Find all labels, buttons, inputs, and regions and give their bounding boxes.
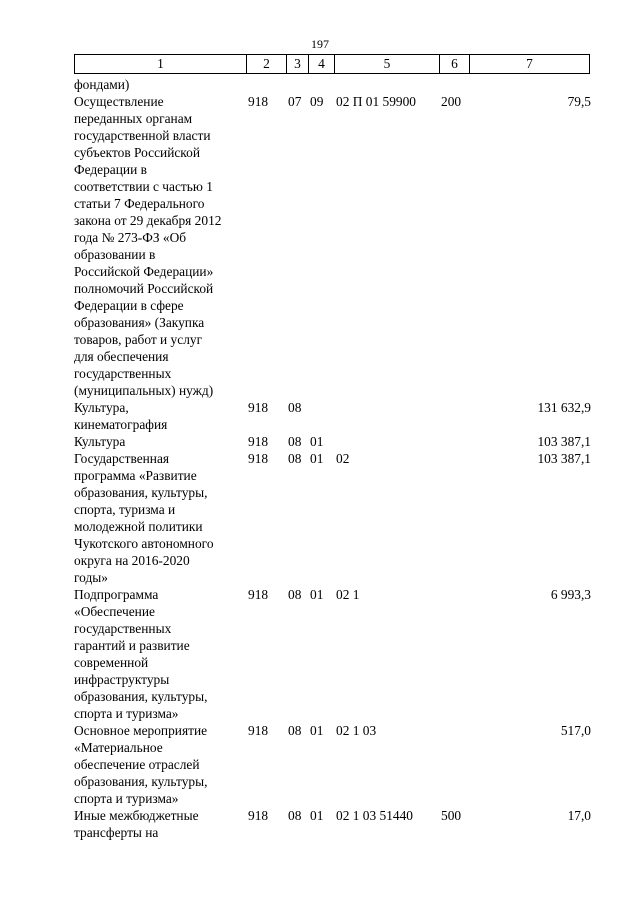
table-row — [74, 433, 591, 450]
header-col-6: 6 — [440, 55, 470, 74]
row-code-2: 918 — [248, 434, 269, 449]
row-code-5: 02 1 03 51440 — [336, 808, 413, 823]
row-name: фондами) — [74, 77, 130, 92]
row-code-5: 02 1 — [336, 587, 360, 602]
row-code-5 — [336, 433, 441, 450]
row-code-3: 08 — [288, 808, 302, 823]
row-code-4: 09 — [310, 94, 324, 109]
table-row — [74, 399, 591, 433]
table-header — [74, 54, 590, 74]
header-col-7: 7 — [470, 55, 590, 74]
row-code-2: 918 — [248, 808, 269, 823]
row-name: Культура — [74, 434, 126, 449]
row-amount: 103 387,1 — [537, 451, 591, 466]
row-code-4 — [310, 399, 336, 433]
row-code-4: 01 — [310, 808, 324, 823]
row-code-6: 500 — [441, 808, 462, 823]
header-col-1: 1 — [75, 55, 247, 74]
row-amount: 17,0 — [567, 808, 591, 823]
row-code-3: 07 — [288, 94, 302, 109]
row-code-6 — [441, 450, 471, 586]
header-col-3: 3 — [287, 55, 309, 74]
row-code-2: 918 — [248, 587, 269, 602]
row-code-3: 08 — [288, 400, 302, 415]
row-code-6 — [441, 586, 471, 722]
table-row — [74, 76, 591, 93]
row-code-3: 08 — [288, 587, 302, 602]
row-code-4: 01 — [310, 434, 324, 449]
table-row — [74, 722, 591, 807]
row-amount: 517,0 — [560, 723, 591, 738]
row-code-6 — [441, 433, 471, 450]
row-code-6 — [441, 76, 471, 93]
row-code-5: 02 1 03 — [336, 723, 377, 738]
row-code-5: 02 — [336, 451, 350, 466]
row-code-3: 08 — [288, 451, 302, 466]
row-amount — [471, 76, 591, 93]
row-amount: 103 387,1 — [537, 434, 591, 449]
table-row — [74, 450, 591, 586]
row-code-5 — [336, 76, 441, 93]
row-name: Осуществление переданных органам государственной власти субъектов Российской Федерации в соответствии с частью 1 статьи 7 Федерального закона от 29 декабря 2012 года № 273-ФЗ «Об образовании в Российской Федерации» полномочий Российской Федерации в сфере образования» (Закупка товаров, работ и услуг для обеспечения государственных (муниципальных) нужд) — [74, 94, 222, 398]
row-code-5: 02 П 01 59900 — [336, 94, 416, 109]
table-row — [74, 586, 591, 722]
row-code-3: 08 — [288, 434, 302, 449]
page-number: 197 — [311, 37, 329, 51]
row-code-2: 918 — [248, 400, 269, 415]
table-row — [74, 807, 591, 841]
row-amount: 79,5 — [567, 94, 591, 109]
row-name: Основное мероприятие «Материальное обеспечение отраслей образования, культуры, спорта и туризма» — [74, 723, 208, 806]
budget-table — [74, 76, 591, 841]
header-col-2: 2 — [247, 55, 287, 74]
row-name: Подпрограмма «Обеспечение государственных гарантий и развитие современной инфраструктуры образования, культуры, спорта и туризма» — [74, 587, 208, 721]
row-name: Иные межбюджетные трансферты на — [74, 808, 199, 840]
row-code-4 — [310, 76, 336, 93]
row-code-5 — [336, 399, 441, 433]
row-name: Государственная программа «Развитие образования, культуры, спорта, туризма и молодежной политики Чукотского автономного округа на 2016-2020 годы» — [74, 451, 214, 585]
row-code-2 — [248, 76, 288, 93]
row-code-2: 918 — [248, 723, 269, 738]
row-amount: 6 993,3 — [550, 587, 591, 602]
header-col-5: 5 — [335, 55, 440, 74]
row-code-3 — [288, 76, 310, 93]
header-col-4: 4 — [309, 55, 335, 74]
row-code-4: 01 — [310, 587, 324, 602]
row-code-3: 08 — [288, 723, 302, 738]
row-code-6 — [441, 399, 471, 433]
row-amount: 131 632,9 — [537, 400, 591, 415]
row-code-4: 01 — [310, 451, 324, 466]
table-row — [74, 93, 591, 399]
row-code-2: 918 — [248, 94, 269, 109]
row-code-4: 01 — [310, 723, 324, 738]
row-code-6 — [441, 722, 471, 807]
row-code-6: 200 — [441, 94, 462, 109]
row-name: Культура, кинематография — [74, 400, 168, 432]
row-code-2: 918 — [248, 451, 269, 466]
